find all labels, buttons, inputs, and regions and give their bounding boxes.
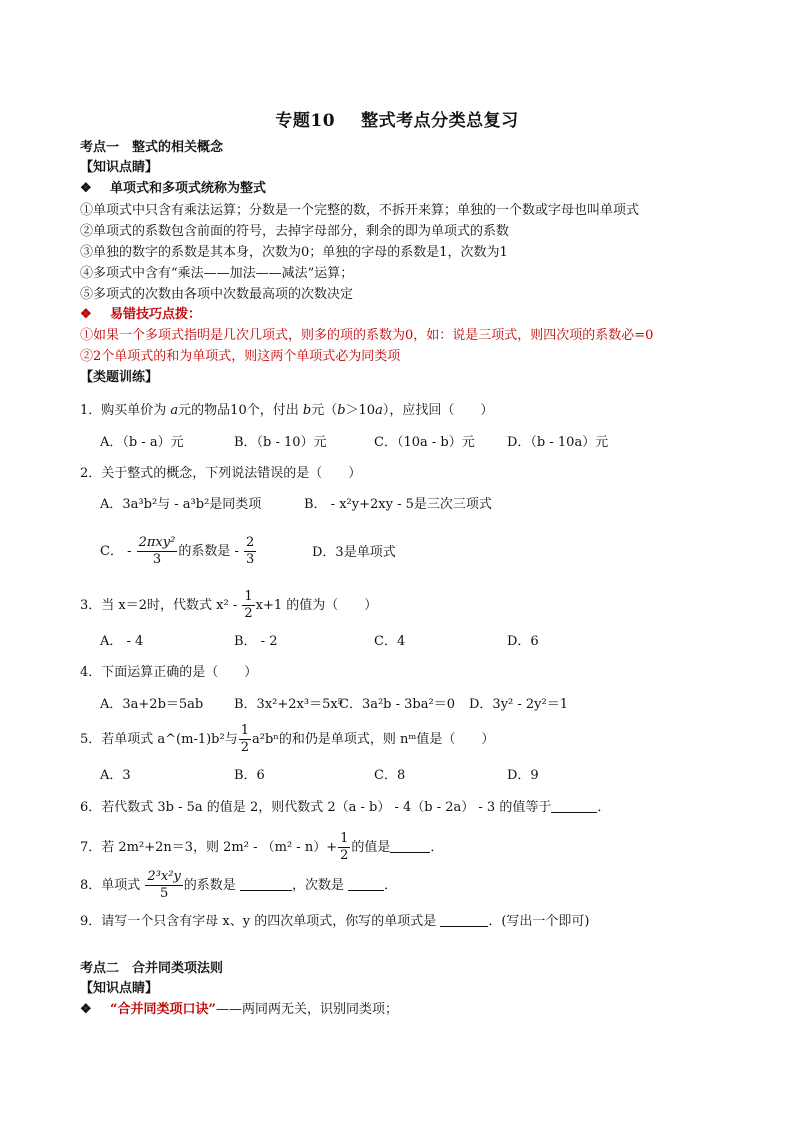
answer-blank-q9[interactable] [440,914,488,927]
section1-subheading-text: 单项式和多项式统称为整式 [110,181,267,196]
q3-option-b[interactable]: B． - 2 [234,634,278,649]
q5-option-b[interactable]: B．6 [234,768,265,783]
q4-option-d[interactable]: D．3y² - 2y²＝1 [469,697,569,712]
training-label: 【类题训练】 [80,370,159,385]
q1-option-d[interactable]: D．（b - 10a）元 [507,435,609,450]
question-2-options-ab [100,496,660,514]
section2-knowledge-label: 【知识点睛】 [80,981,159,996]
question-6: 6．若代数式 3b - 5a 的值是 2，则代数式 2（a - b） - 4（b - 2a） - 3 的值等于 ． [80,800,611,815]
q5-option-c[interactable]: C．8 [374,768,406,783]
question-4-options [100,696,660,714]
q3-option-d[interactable]: D．6 [507,634,539,649]
point-3: ③单独的数字的系数是其本身，次数为0；单独的字母的系数是1，次数为1 [80,245,508,260]
q4-option-b[interactable]: B．3x²+2x³＝5x⁵ [234,697,343,712]
question-5-options [100,767,660,785]
question-5: 5．若单项式 a^(m-1)b²与 $\frac{1}{2}$ a²bⁿ的和仍是单项式，则 nᵐ值是（ ） [80,723,495,755]
section1-subheading [80,180,266,198]
answer-blank-q8-coefficient[interactable] [240,878,292,891]
q2-option-c[interactable]: C． - $\frac{\text{2πxy²}}{3}$ 的系数是 - $\frac{2}{3}$ [100,535,255,567]
question-3-options [100,633,660,651]
q2-option-a[interactable]: A．3a³b²与 - a³b²是同类项 [100,497,262,512]
diamond-bullet-icon: ❖ [80,307,92,322]
question-1-options [100,434,660,452]
answer-blank-q6[interactable] [551,800,597,813]
q2-option-b[interactable]: B． - x²y+2xy - 5是三次三项式 [304,497,492,512]
question-8: 8．单项式 $\frac{\text{2³x²y}}{5}$ 的系数是 ，次数是 ． [80,869,398,901]
q5-option-d[interactable]: D．9 [507,768,539,783]
q2-option-d[interactable]: D．3是单项式 [312,545,396,560]
question-3: 3．当 x＝2时，代数式 x² - $\frac{1}{2}$ x+1 的值为（ ） [80,589,378,621]
q3-option-a[interactable]: A． - 4 [100,634,144,649]
section1-heading: 考点一 整式的相关概念 [80,140,224,155]
question-2: 2．关于整式的概念，下列说法错误的是（ ） [80,466,362,481]
section2-heading: 考点二 合并同类项法则 [80,961,224,976]
question-1: 1．购买单价为 a元的物品10个，付出 b元（b＞10a），应找回（ ） [80,403,494,418]
title-part-1: 专题10 [275,111,336,131]
question-4: 4．下面运算正确的是（ ） [80,665,258,680]
merge-rhyme-text: ——两同两无关，识别同类项； [215,1002,398,1017]
question-7: 7．若 2m²+2n＝3，则 2m² - （m² - n）+ $\frac{1}{2}$ 的值是 ． [80,831,444,863]
point-4: ④多项式中含有“乘法——加法——减法”运算； [80,266,354,281]
tips-heading [80,306,201,324]
diamond-bullet-icon: ❖ [80,1002,92,1017]
question-2-options-cd [100,534,660,574]
tip-2: ②2个单项式的和为单项式，则这两个单项式必为同类项 [80,349,401,364]
question-9: 9．请写一个只含有字母 x、y 的四次单项式，你写的单项式是 ．(写出一个即可) [80,914,590,929]
q1-option-b[interactable]: B．（b - 10）元 [234,435,327,450]
answer-blank-q8-degree[interactable] [348,878,384,891]
q1-option-c[interactable]: C．（10a - b）元 [374,435,475,450]
tips-heading-text: 易错技巧点拨： [110,307,202,322]
q1-option-a[interactable]: A．（b - a）元 [100,435,184,450]
page-title [0,106,794,131]
point-1: ①单项式中只含有乘法运算；分数是一个完整的数，不拆开来算；单独的一个数或字母也叫单项式 [80,203,640,218]
merge-rhyme-title: “合并同类项口诀” [110,1002,216,1017]
point-2: ②单项式的系数包含前面的符号，去掉字母部分，剩余的即为单项式的系数 [80,224,510,239]
section1-knowledge-label: 【知识点睛】 [80,160,159,175]
diamond-bullet-icon: ❖ [80,181,92,196]
q5-option-a[interactable]: A．3 [100,768,131,783]
section2-rule [80,1001,398,1019]
answer-blank-q7[interactable] [390,840,430,853]
q4-option-c[interactable]: C．3a²b - 3ba²＝0 [339,697,455,712]
q4-option-a[interactable]: A．3a+2b＝5ab [100,697,204,712]
title-part-2: 整式考点分类总复习 [361,111,519,131]
tip-1: ①如果一个多项式指明是几次几项式，则多的项的系数为0，如：说是三项式，则四次项的系数必=0 [80,328,654,343]
point-5: ⑤多项式的次数由各项中次数最高项的次数决定 [80,287,354,302]
q3-option-c[interactable]: C．4 [374,634,406,649]
